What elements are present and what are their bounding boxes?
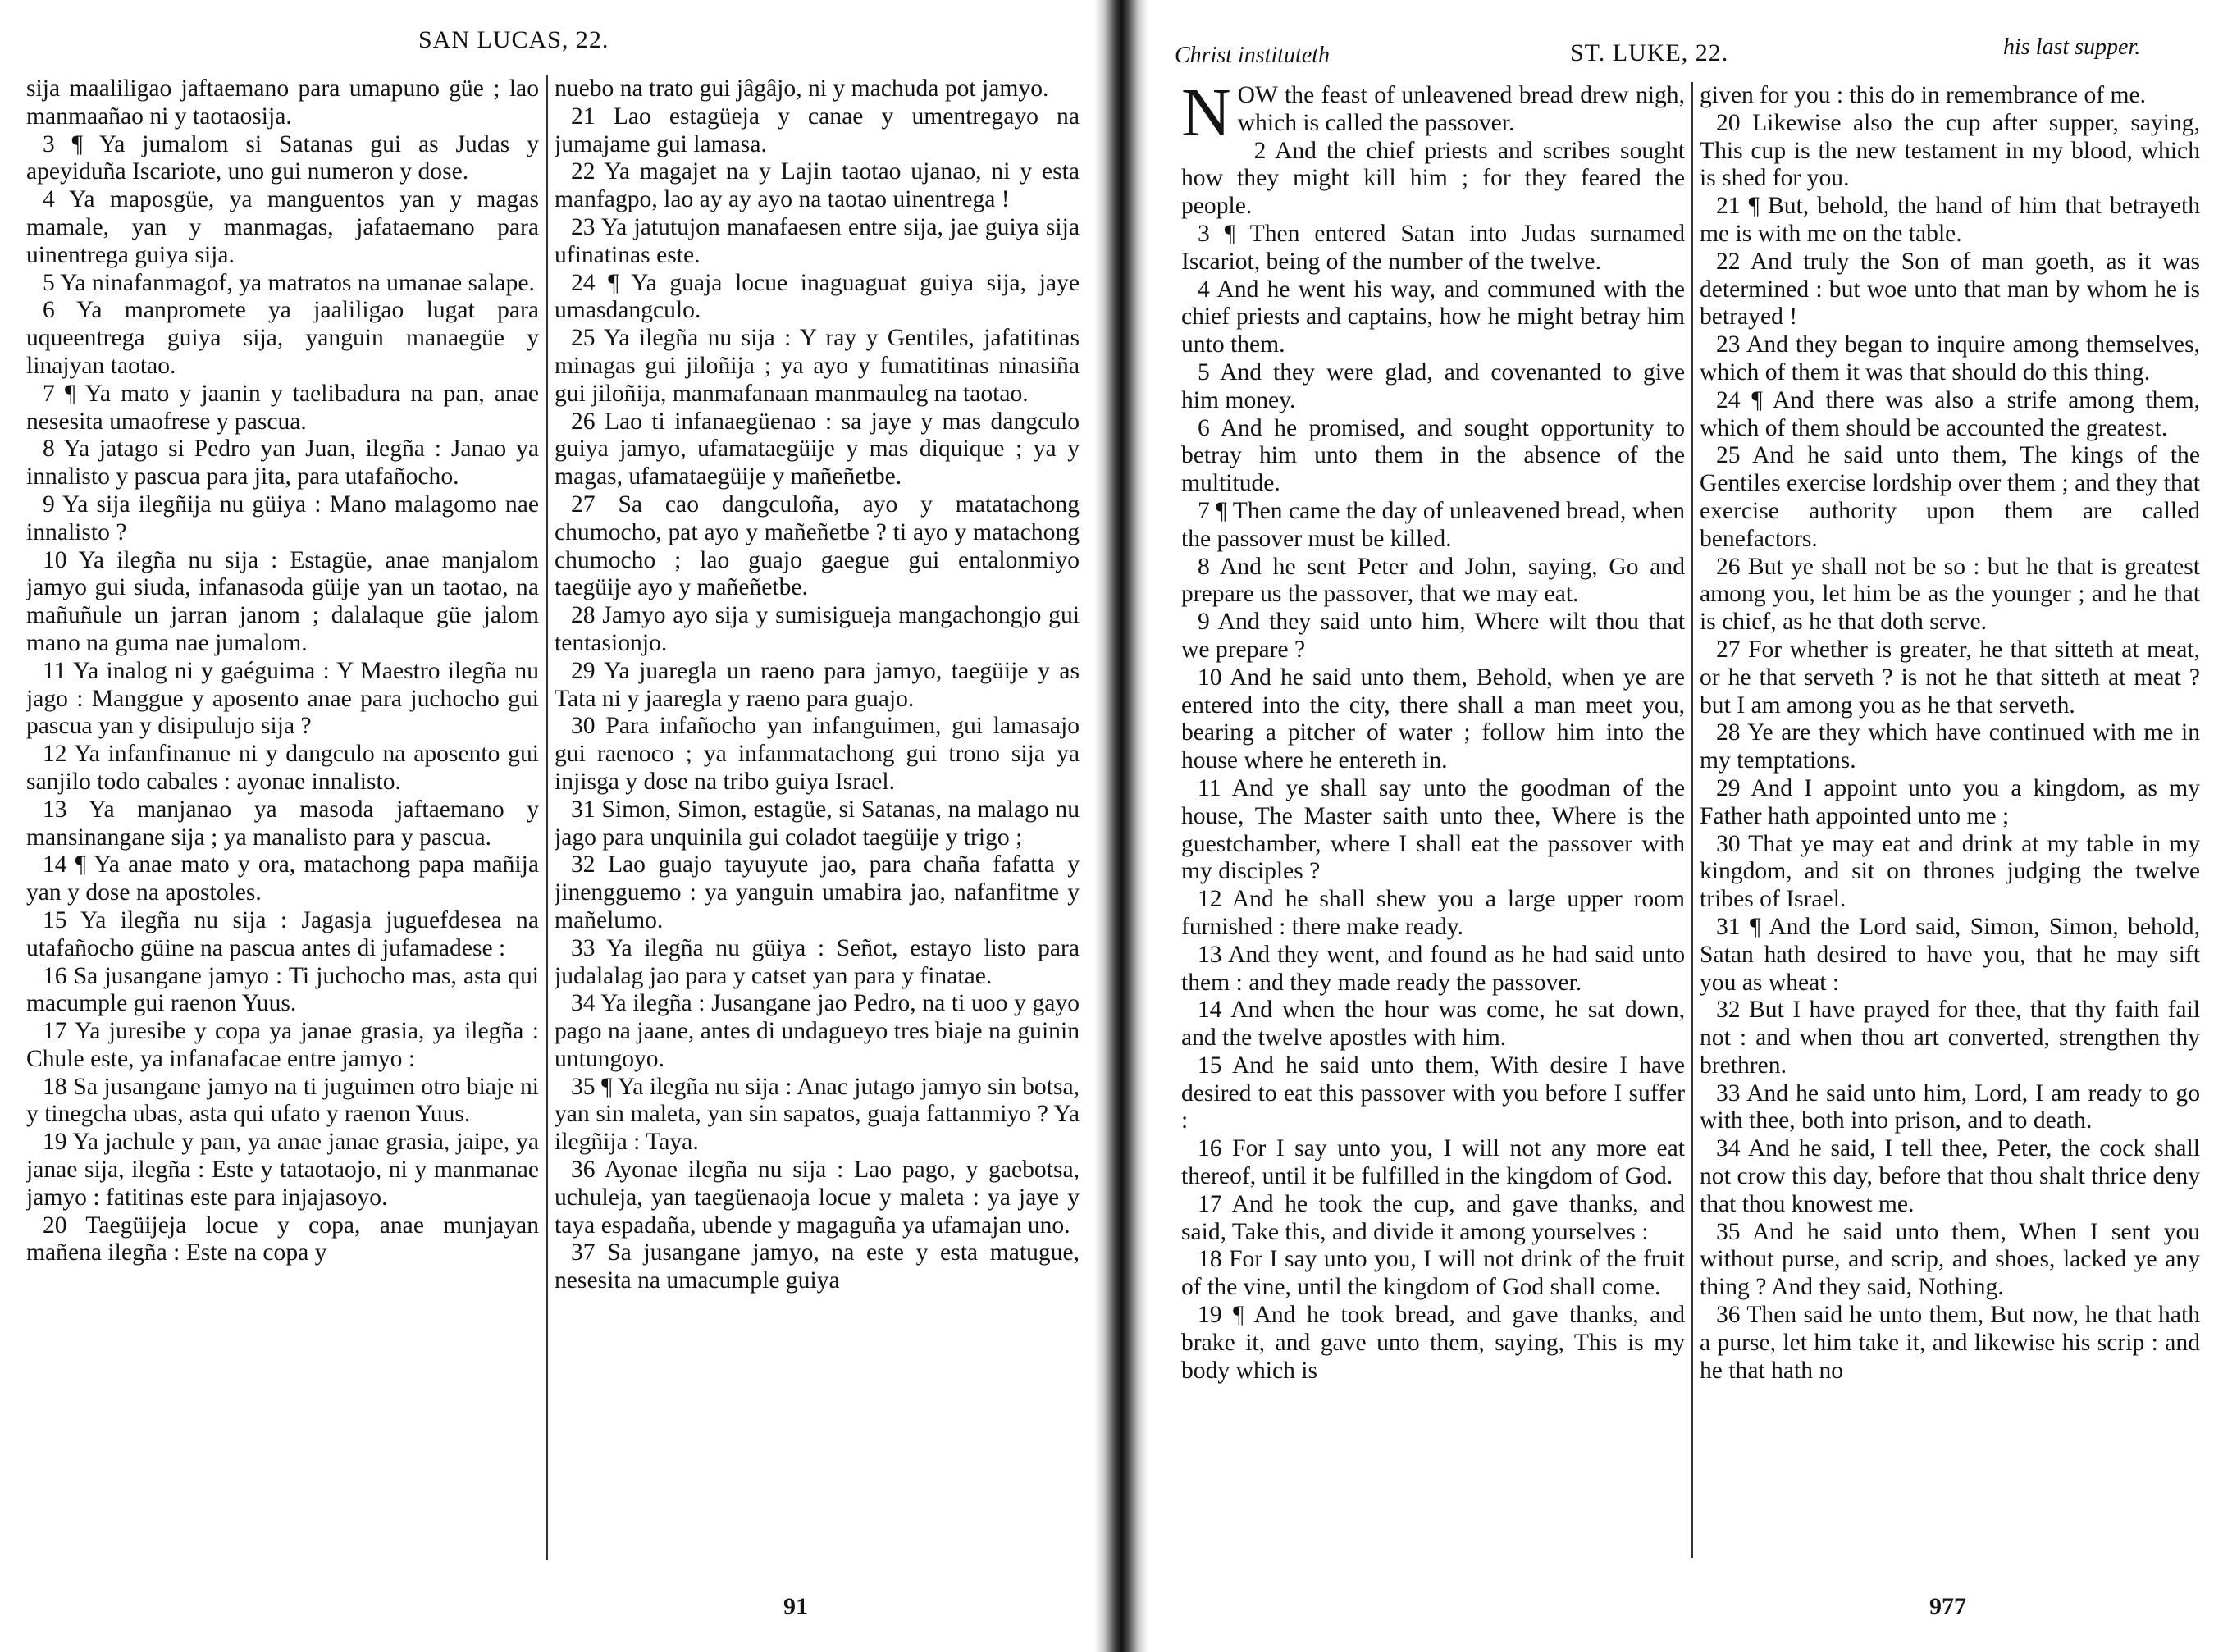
verse-paragraph: 29 Ya juaregla un raeno para jamyo, taegüije y as Tata ni y jaaregla y raeno para guajo. — [555, 657, 1080, 712]
verse-paragraph: 3 ¶ Ya jumalom si Satanas gui as Judas y apeyiduña Iscariote, uno gui numeron y dose. — [26, 130, 539, 185]
right-column-2 — [1700, 82, 2200, 1549]
verse-paragraph: 23 Ya jatutujon manafaesen entre sija, jae guiya sija ufinatinas este. — [555, 213, 1080, 268]
verse-paragraph: 19 Ya jachule y pan, ya anae janae grasia, jaipe, ya janae sija, ilegña : Este y tataotaojo, ni y manmanae jamyo : fatitinas este para injajasoyo. — [26, 1129, 539, 1211]
verse-paragraph: 32 But I have prayed for thee, that thy faith fail not : and when thou art converted, strengthen thy brethren. — [1700, 997, 2200, 1079]
verse-paragraph: 31 ¶ And the Lord said, Simon, Simon, behold, Satan hath desired to have you, that he may sift you as wheat : — [1700, 913, 2200, 996]
verse-paragraph: 31 Simon, Simon, estagüe, si Satanas, na malago nu jago para unquinila gui coladot taegüije y trigo ; — [555, 796, 1080, 851]
verse-paragraph: 34 Ya ilegña : Jusangane jao Pedro, na ti uoo y gayo pago na jaane, antes di undagueyo tres biaje na guinin untungoyo. — [555, 990, 1080, 1072]
verse-paragraph: 6 And he promised, and sought opportunity to betray him unto them in the absence of the multitude. — [1181, 414, 1685, 497]
verse-paragraph: 6 Ya manpromete ya jaaliligao lugat para uqueentrega guiya sija, yanguin manaegüe y linajyan taotao. — [26, 297, 539, 379]
left-column-1 — [26, 75, 539, 1552]
verse-paragraph: 3 ¶ Then entered Satan into Judas surnamed Iscariot, being of the number of the twelve. — [1181, 220, 1685, 275]
verse-paragraph: 8 And he sent Peter and John, saying, Go and prepare us the passover, that we may eat. — [1181, 553, 1685, 608]
verse-paragraph: 19 ¶ And he took bread, and gave thanks, and brake it, and gave unto them, saying, This is my body which is — [1181, 1302, 1685, 1384]
verse-paragraph: 28 Jamyo ayo sija y sumisigueja mangachongjo gui tentasionjo. — [555, 602, 1080, 656]
right-page-number: 977 — [1929, 1593, 1966, 1620]
verse-paragraph: 15 Ya ilegña nu sija : Jagasja juguefdesea na utafañocho güine na pascua antes di jufamadese : — [26, 906, 539, 961]
verse-paragraph: 8 Ya jatago si Pedro yan Juan, ilegña : Janao ya innalisto y pascua para jita, para utafañocho. — [26, 436, 539, 491]
verse-paragraph: 5 Ya ninafanmagof, ya matratos na umanae salape. — [43, 269, 535, 296]
verse-paragraph: 21 ¶ But, behold, the hand of him that betrayeth me is with me on the table. — [1700, 193, 2200, 247]
verse-paragraph: 29 And I appoint unto you a kingdom, as my Father hath appointed unto me ; — [1700, 774, 2200, 829]
verse-paragraph: sija maaliligao jaftaemano para umapuno güe ; lao manmaañao ni y taotaosija. — [26, 75, 539, 130]
verse-paragraph: 34 And he said, I tell thee, Peter, the cock shall not crow this day, before that thou shalt thrice deny that thou knowest me. — [1700, 1135, 2200, 1217]
verse-paragraph: 20 Taegüijeja locue y copa, anae munjayan mañena ilegña : Este na copa y — [26, 1212, 539, 1266]
verse-paragraph: 2 And the chief priests and scribes sought how they might kill him ; for they feared the people. — [1181, 137, 1685, 220]
verse-paragraph: 11 Ya inalog ni y gaéguima : Y Maestro ilegña nu jago : Manggue y aposento anae para juchocho gui pascua yan y disipulujo sija ? — [26, 657, 539, 740]
verse-paragraph: 30 Para infañocho yan infanguimen, gui lamasajo gui raenoco ; ya infanmatachong gui trono sija ya injisga y dose na tribo guiya Israel. — [555, 713, 1080, 795]
verse-paragraph: 16 For I say unto you, I will not any more eat thereof, until it be fulfilled in the kingdom of God. — [1181, 1135, 1685, 1190]
verse-paragraph: 17 Ya juresibe y copa ya janae grasia, ya ilegña : Chule este, ya infanafacae entre jamyo : — [26, 1018, 539, 1072]
right-head-right: his last supper. — [2003, 34, 2141, 60]
right-page — [1143, 0, 2223, 1652]
verse-paragraph: 18 Sa jusangane jamyo na ti juguimen otro biaje ni y tinegcha ubas, asta qui ufato y raenon Yuus. — [26, 1073, 539, 1128]
verse-paragraph: 36 Then said he unto them, But now, he that hath a purse, let him take it, and likewise his scrip : and he that hath no — [1700, 1302, 2200, 1384]
verse-paragraph: 16 Sa jusangane jamyo : Ti juchocho mas, asta qui macumple gui raenon Yuus. — [26, 962, 539, 1017]
verse-paragraph: 11 And ye shall say unto the goodman of the house, The Master saith unto thee, Where is the guestchamber, where I shall eat the passover with my disciples ? — [1181, 774, 1685, 885]
verse-paragraph: 22 And truly the Son of man goeth, as it was determined : but woe unto that man by whom he is betrayed ! — [1700, 248, 2200, 331]
verse-1 — [1181, 82, 1685, 151]
drop-cap: N — [1181, 82, 1231, 151]
verse-text: OW the feast of unleavened bread drew nigh, which is called the passover. — [1237, 82, 1685, 136]
verse-paragraph: 12 And he shall shew you a large upper room furnished : there make ready. — [1181, 886, 1685, 940]
verse-paragraph: 24 ¶ And there was also a strife among them, which of them should be accounted the greatest. — [1700, 386, 2200, 441]
verse-paragraph: 18 For I say unto you, I will not drink of the fruit of the vine, until the kingdom of God shall come. — [1181, 1246, 1685, 1301]
column-rule — [1691, 82, 1693, 1558]
verse-paragraph: 27 For whether is greater, he that sitteth at meat, or he that serveth ? is not he that sitteth at meat ? but I am among you as he that serveth. — [1700, 636, 2200, 719]
left-page-number: 91 — [783, 1593, 808, 1620]
verse-paragraph: 36 Ayonae ilegña nu sija : Lao pago, y gaebotsa, uchuleja, yan taegüenaoja locue y maleta : ya jaye y taya espadaña, ubende y magaguña ya ufamajan uno. — [555, 1157, 1080, 1239]
verse-paragraph: 4 Ya maposgüe, ya manguentos yan y magas mamale, yan y manmagas, jafataemano para uinentrega guiya sija. — [26, 186, 539, 268]
verse-paragraph: 10 Ya ilegña nu sija : Estagüe, anae manjalom jamyo gui siuda, infanasoda güije yan un taotao, na mañuñule un jarran janom ; dalalaque güe jalom mano na guma nae jumalom. — [26, 546, 539, 656]
verse-paragraph: 22 Ya magajet na y Lajin taotao ujanao, ni y esta manfagpo, lao ay ay ayo na taotao uinentrega ! — [555, 158, 1080, 213]
verse-paragraph: 28 Ye are they which have continued with me in my temptations. — [1700, 719, 2200, 774]
verse-paragraph: 25 Ya ilegña nu sija : Y ray y Gentiles, jafatitinas minagas gui jiloñija ; ya ayo y fumatitinas ninasiña gui jiloñija, manmafanaan manmauleg na taotao. — [555, 325, 1080, 407]
left-column-2 — [555, 75, 1080, 1552]
verse-paragraph: 20 Likewise also the cup after supper, saying, This cup is the new testament in my blood, which is shed for you. — [1700, 109, 2200, 192]
verse-paragraph: 4 And he went his way, and communed with the chief priests and captains, how he might betray him unto them. — [1181, 276, 1685, 358]
verse-paragraph: 26 But ye shall not be so : but he that is greatest among you, let him be as the younger ; and he that is chief, as he that doth serve. — [1700, 553, 2200, 636]
verse-paragraph: nuebo na trato gui jâgâjo, ni y machuda pot jamyo. — [555, 75, 1049, 102]
left-page — [0, 0, 1104, 1652]
right-column-1 — [1181, 82, 1685, 1549]
verse-paragraph: given for you : this do in remembrance of me. — [1700, 82, 2147, 108]
verse-paragraph: 33 And he said unto him, Lord, I am ready to go with thee, both into prison, and to death. — [1700, 1079, 2200, 1134]
verse-paragraph: 17 And he took the cup, and gave thanks, and said, Take this, and divide it among yourselves : — [1181, 1190, 1685, 1245]
right-head-left: Christ instituteth — [1175, 43, 1331, 68]
verse-paragraph: 9 And they said unto him, Where wilt thou that we prepare ? — [1181, 609, 1685, 663]
right-running-head: ST. LUKE, 22. — [1570, 39, 1729, 66]
verse-paragraph: 30 That ye may eat and drink at my table in my kingdom, and sit on thrones judging the twelve tribes of Israel. — [1700, 830, 2200, 913]
verse-paragraph: 13 And they went, and found as he had said unto them : and they made ready the passover. — [1181, 941, 1685, 996]
verse-paragraph: 33 Ya ilegña nu güiya : Señot, estayo listo para judalalag jao para y catset yan para y finatae. — [555, 934, 1080, 989]
verse-paragraph: 21 Lao estagüeja y canae y umentregayo na jumajame gui lamasa. — [555, 103, 1080, 157]
verse-paragraph: 25 And he said unto them, The kings of the Gentiles exercise lordship over them ; and they that exercise authority upon them are called benefactors. — [1700, 442, 2200, 552]
verse-paragraph: 23 And they began to inquire among themselves, which of them it was that should do this thing. — [1700, 331, 2200, 386]
verse-paragraph: 27 Sa cao dangculoña, ayo y matatachong chumocho, pat ayo y mañeñetbe ? ti ayo y matachong chumocho ; lao guajo gaegue gui entalonmiyo taegüije ayo y mañeñetbe. — [555, 491, 1080, 601]
verse-paragraph: 14 ¶ Ya anae mato y ora, matachong papa mañija yan y dose na apostoles. — [26, 851, 539, 906]
verse-paragraph: 7 ¶ Ya mato y jaanin y taelibadura na pan, anae nesesita umaofrese y pascua. — [26, 380, 539, 435]
verse-paragraph: 35 And he said unto them, When I sent you without purse, and scrip, and shoes, lacked ye any thing ? And they said, Nothing. — [1700, 1218, 2200, 1301]
column-rule — [546, 75, 548, 1560]
verse-paragraph: 37 Sa jusangane jamyo, na este y esta matugue, nesesita na umacumple guiya — [555, 1239, 1080, 1294]
verse-paragraph: 13 Ya manjanao ya masoda jaftaemano y mansinangane sija ; ya manalisto para y pascua. — [26, 796, 539, 851]
verse-paragraph: 7 ¶ Then came the day of unleavened bread, when the passover must be killed. — [1181, 497, 1685, 552]
verse-paragraph: 24 ¶ Ya guaja locue inaguaguat guiya sija, jaye umasdangculo. — [555, 269, 1080, 324]
verse-paragraph: 32 Lao guajo tayuyute jao, para chaña fafatta y jinengguemo : ya yanguin umabira jao, nafanfitme y mañelumo. — [555, 851, 1080, 933]
verse-paragraph: 12 Ya infanfinanue ni y dangculo na aposento gui sanjilo todo cabales : ayonae innalisto. — [26, 741, 539, 795]
left-running-head: SAN LUCAS, 22. — [418, 26, 609, 53]
verse-paragraph: 5 And they were glad, and covenanted to give him money. — [1181, 358, 1685, 413]
verse-paragraph: 15 And he said unto them, With desire I have desired to eat this passover with you before I suffer : — [1181, 1052, 1685, 1134]
verse-paragraph: 10 And he said unto them, Behold, when ye are entered into the city, there shall a man meet you, bearing a pitcher of water ; follow him into the house where he entereth in. — [1181, 664, 1685, 774]
verse-paragraph: 9 Ya sija ilegñija nu güiya : Mano malagomo nae innalisto ? — [26, 491, 539, 545]
verse-paragraph: 14 And when the hour was come, he sat down, and the twelve apostles with him. — [1181, 997, 1685, 1052]
verse-paragraph: 26 Lao ti infanaegüenao : sa jaye y mas dangculo guiya jamyo, ufamataegüije y mas diquique ; ya y magas, ufamataegüije y mañeñetbe. — [555, 408, 1080, 491]
verse-paragraph: 35 ¶ Ya ilegña nu sija : Anac jutago jamyo sin botsa, yan sin maleta, yan sin sapatos, guaja fattanmiyo ? Ya ilegñija : Taya. — [555, 1073, 1080, 1156]
